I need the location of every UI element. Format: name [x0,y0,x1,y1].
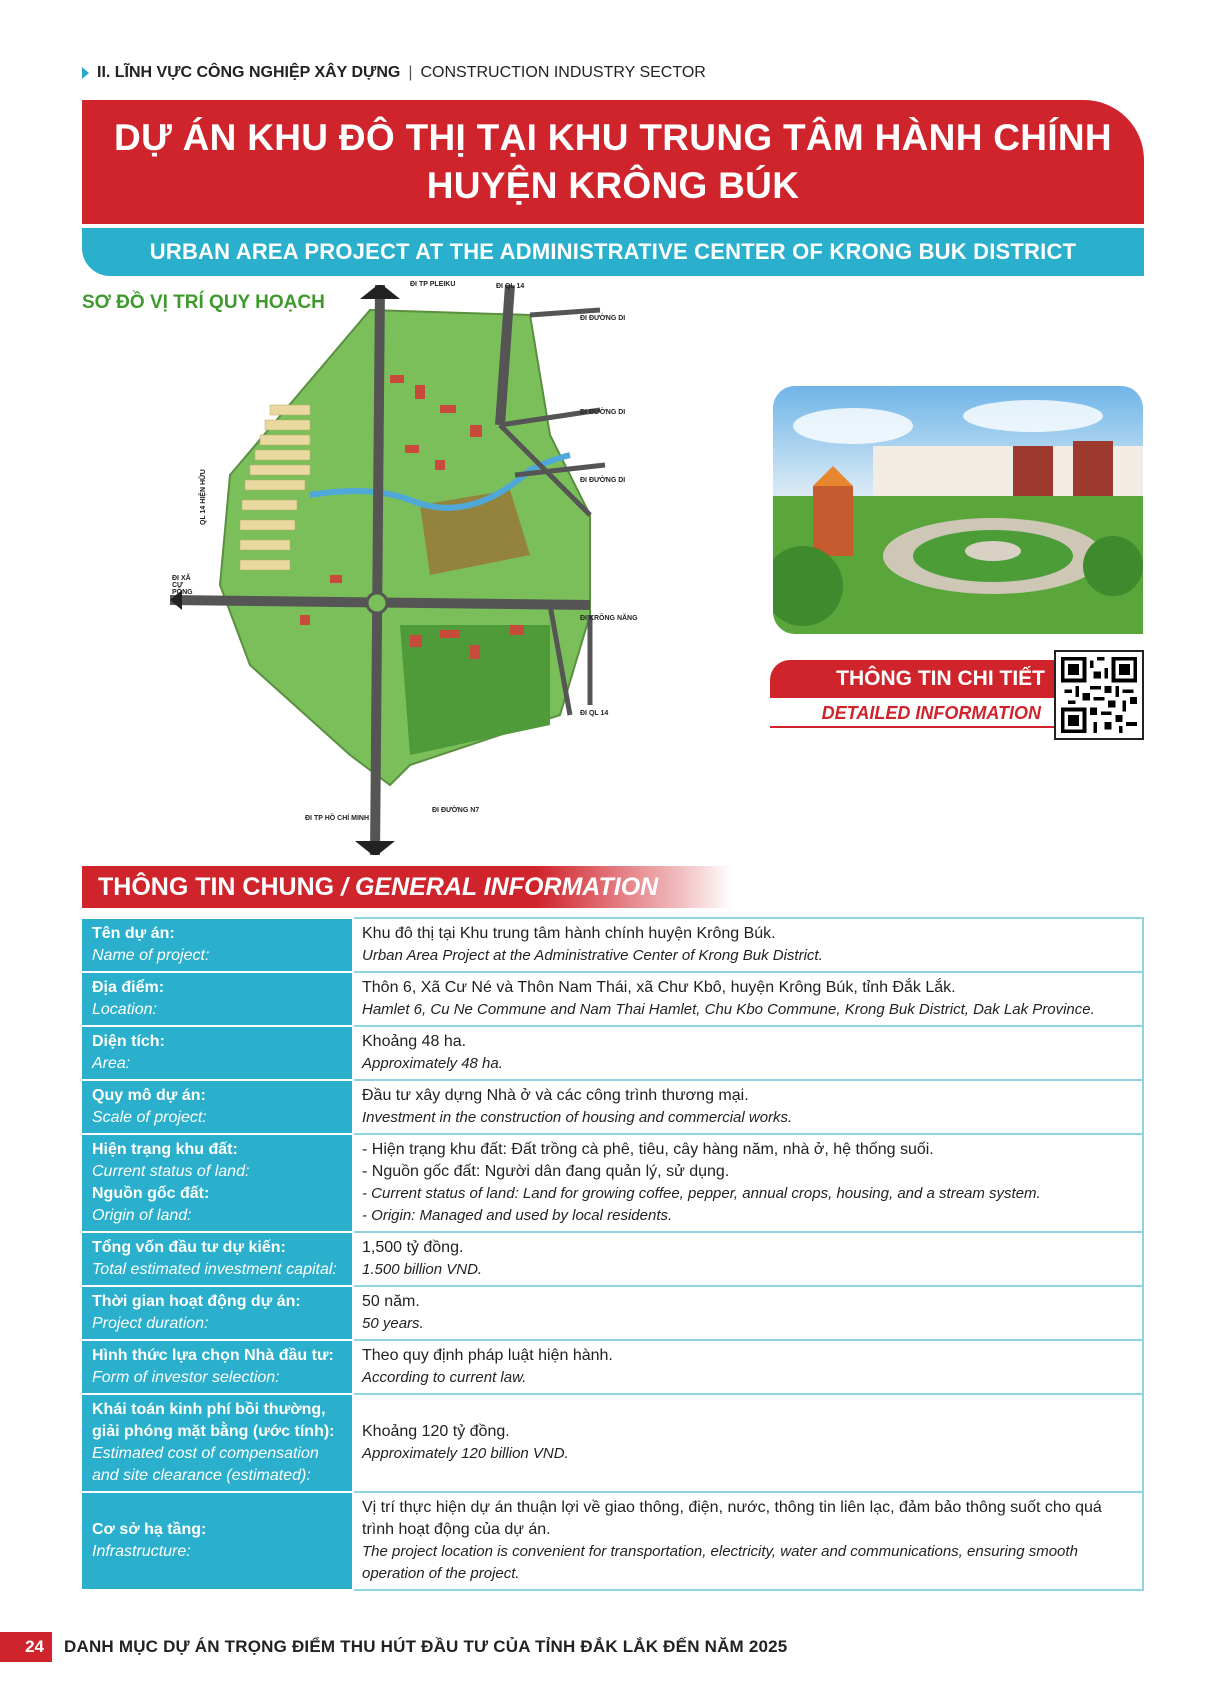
row-label [83,1394,353,1492]
value-en: Urban Area Project at the Administrative Center of Krong Buk District. [362,947,823,964]
value-vi: 1,500 tỷ đồng. [362,1239,464,1256]
value-vi: Khoảng 120 tỷ đồng. [362,1423,510,1440]
label-en: Name of project: [92,947,210,964]
value-en: According to current law. [362,1369,527,1386]
label-en: Project duration: [92,1315,209,1332]
general-info-heading-sep: / [334,873,355,901]
value-en: 50 years. [362,1315,424,1332]
road-label-n7: ĐI ĐƯỜNG N7 [432,807,480,814]
row-value [353,918,1143,972]
row-value [353,1080,1143,1134]
label-en: Current status of land: [92,1163,250,1180]
page-footer [0,1632,787,1662]
planning-map-illustration [170,285,690,855]
road-label-hcm: ĐI TP HỒ CHÍ MINH [305,815,370,822]
label-en: Form of investor selection: [92,1369,280,1386]
label-en: Location: [92,1001,157,1018]
table-row [83,1134,1143,1232]
value-en: 1.500 billion VND. [362,1261,483,1278]
value-en: Approximately 120 billion VND. [362,1445,569,1462]
general-info-heading [82,866,732,908]
row-value [353,1026,1143,1080]
project-rendering-photo [773,386,1143,634]
label-en: Origin of land: [92,1207,192,1224]
row-label [83,1026,353,1080]
value-vi: Đầu tư xây dựng Nhà ở và các công trình thương mại. [362,1087,749,1104]
row-value [353,1286,1143,1340]
road-label-pleiku: ĐI TP PLEIKU [410,281,456,288]
detail-info-subtitle: DETAILED INFORMATION [770,698,1055,728]
planning-map [170,281,690,855]
row-label [83,1286,353,1340]
table-row [83,1394,1143,1492]
road-label-duong-di-2: ĐI ĐƯỜNG DI [580,409,626,416]
road-label-duong-di-3: ĐI ĐƯỜNG DI [580,477,626,484]
label-vi: Hình thức lựa chọn Nhà đầu tư: [92,1347,334,1364]
table-row [83,1492,1143,1590]
value-vi: Theo quy định pháp luật hiện hành. [362,1347,613,1364]
section-header [82,64,706,82]
row-value [353,1394,1143,1492]
value-en: The project location is convenient for transportation, electricity, water and communications, ensuring smooth operation of the project. [362,1543,1078,1582]
general-info-table [82,917,1144,1591]
row-value [353,1340,1143,1394]
value-vi: Thôn 6, Xã Cư Né và Thôn Nam Thái, xã Chư Kbô, huyện Krông Búk, tỉnh Đắk Lắk. [362,979,956,996]
section-title-en: CONSTRUCTION INDUSTRY SECTOR [420,64,706,81]
label-vi: Diện tích: [92,1033,165,1050]
table-row [83,1286,1143,1340]
row-value [353,1134,1143,1232]
label-en: Total estimated investment capital: [92,1261,337,1278]
label-en: Estimated cost of compensation and site clearance (estimated): [92,1445,319,1484]
road-label-ql14-hien-huu: QL 14 HIỆN HỮU [200,469,207,525]
label-vi: Nguồn gốc đất: [92,1185,210,1202]
row-value [353,1232,1143,1286]
label-vi: Cơ sở hạ tầng: [92,1521,207,1538]
label-en: Infrastructure: [92,1543,191,1560]
value-vi: Khu đô thị tại Khu trung tâm hành chính huyện Krông Búk. [362,925,776,942]
table-row [83,918,1143,972]
value-en: Hamlet 6, Cu Ne Commune and Nam Thai Hamlet, Chu Kbo Commune, Krong Buk District, Dak Lak Province. [362,1001,1095,1018]
road-label-cu-pong: ĐI XÃ CƯ PÔNG [172,575,193,596]
table-row [83,1340,1143,1394]
label-vi: Địa điểm: [92,979,165,996]
section-separator: | [408,64,413,81]
road-label-krong-nang: ĐI KRÔNG NĂNG [580,615,638,622]
label-vi: Tổng vốn đầu tư dự kiến: [92,1239,286,1256]
label-vi: Thời gian hoạt động dự án: [92,1293,301,1310]
map-label: SƠ ĐỒ VỊ TRÍ QUY HOẠCH [82,292,325,313]
label-en: Scale of project: [92,1109,207,1126]
row-label [83,1134,353,1232]
row-label [83,918,353,972]
road-label-ql14-top: ĐI QL 14 [496,283,525,290]
label-en: Area: [92,1055,131,1072]
road-label-ql14-bottom: ĐI QL 14 [580,710,609,717]
label-vi: Hiện trạng khu đất: [92,1141,238,1158]
detail-info-box [770,660,1055,728]
project-title-line1: DỰ ÁN KHU ĐÔ THỊ TẠI KHU TRUNG TÂM HÀNH CHÍNH [114,117,1112,158]
value-vi: - Nguồn gốc đất: Người dân đang quản lý, sử dụng. [362,1163,730,1180]
table-row [83,1026,1143,1080]
row-value [353,1492,1143,1590]
road-label-duong-di-1: ĐI ĐƯỜNG DI [580,315,626,322]
value-en: Approximately 48 ha. [362,1055,503,1072]
project-subtitle-box [82,228,1144,276]
table-row [83,1080,1143,1134]
label-vi: Quy mô dự án: [92,1087,206,1104]
label-vi: Khái toán kinh phí bồi thường, giải phóng mặt bằng (ước tính): [92,1401,335,1440]
table-row [83,1232,1143,1286]
qr-code-icon[interactable] [1054,650,1144,740]
general-info-heading-en: GENERAL INFORMATION [354,873,659,901]
row-label [83,1080,353,1134]
triangle-bullet-icon [82,67,89,79]
value-en: Investment in the construction of housing and commercial works. [362,1109,793,1126]
row-label [83,1340,353,1394]
value-vi: - Hiện trạng khu đất: Đất trồng cà phê, tiêu, cây hàng năm, nhà ở, hệ thống suối. [362,1141,934,1158]
value-vi: Khoảng 48 ha. [362,1033,467,1050]
value-vi: 50 năm. [362,1293,420,1310]
label-vi: Tên dự án: [92,925,175,942]
value-en: - Current status of land: Land for growing coffee, pepper, annual crops, housing, and a stream system. [362,1185,1041,1202]
page-number: 24 [0,1632,52,1662]
value-vi: Vị trí thực hiện dự án thuận lợi về giao thông, điện, nước, thông tin liên lạc, đảm bảo thông suốt cho quá trình hoạt động của dự án. [362,1499,1102,1538]
row-label [83,1492,353,1590]
section-title-vi: II. LĨNH VỰC CÔNG NGHIỆP XÂY DỰNG [97,64,401,81]
project-subtitle: URBAN AREA PROJECT AT THE ADMINISTRATIVE CENTER OF KRONG BUK DISTRICT [149,239,1077,264]
row-label [83,972,353,1026]
table-row [83,972,1143,1026]
project-title-line2: HUYỆN KRÔNG BÚK [426,165,800,206]
value-en: - Origin: Managed and used by local residents. [362,1207,673,1224]
project-title-box [82,100,1144,224]
row-value [353,972,1143,1026]
detail-info-title: THÔNG TIN CHI TIẾT [770,660,1055,698]
footer-text: DANH MỤC DỰ ÁN TRỌNG ĐIỂM THU HÚT ĐẦU TƯ CỦA TỈNH ĐẮK LẮK ĐẾN NĂM 2025 [64,1637,788,1656]
row-label [83,1232,353,1286]
general-info-heading-vi: THÔNG TIN CHUNG [98,873,335,901]
